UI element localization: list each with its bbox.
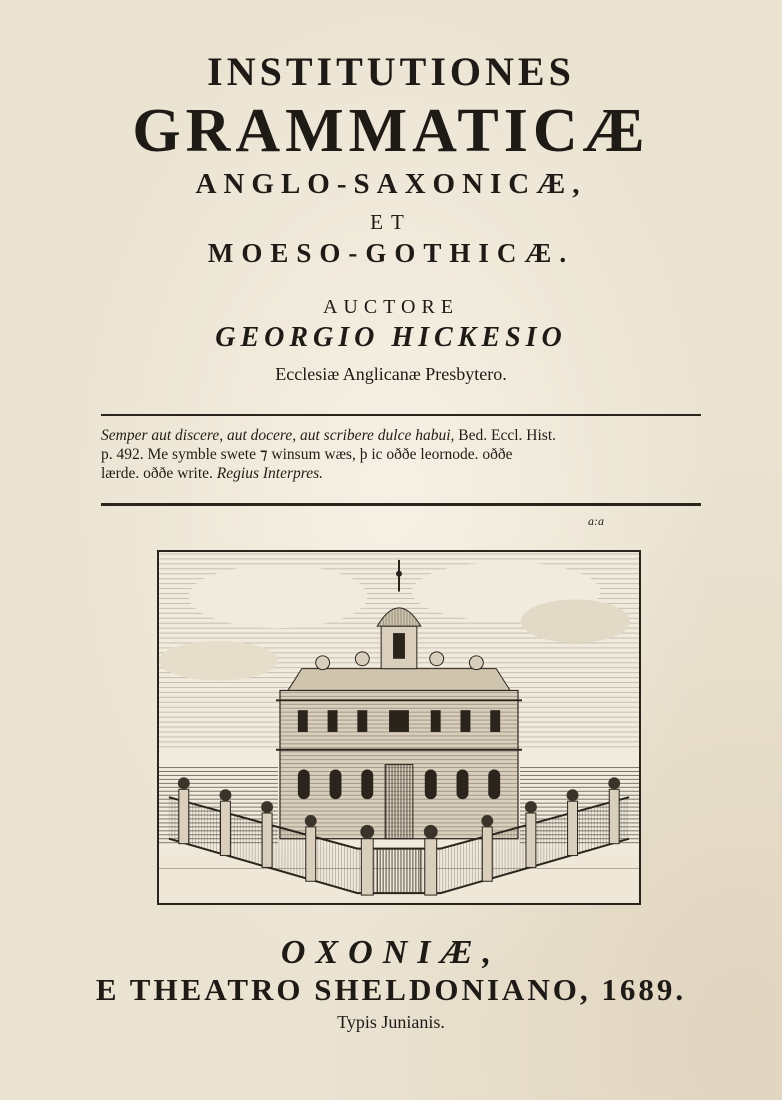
motto-block — [101, 426, 701, 483]
motto-reference: Bed. Eccl. Hist. — [458, 427, 556, 444]
imprint-place: OXONIÆ, — [280, 934, 502, 971]
doorway — [385, 765, 413, 839]
author-office: Ecclesiæ Anglicanæ Presbytero. — [275, 364, 507, 384]
cloud — [521, 599, 630, 643]
title-line-2: GRAMMATICÆ — [132, 97, 650, 165]
motto-line-3 — [101, 464, 701, 483]
engraving-illustration — [159, 552, 639, 903]
motto-interpres: Regius Interpres. — [216, 465, 323, 482]
motto-line-3-start: lærde. oððe write. — [101, 465, 213, 482]
title-line-5: MOESO-GOTHICÆ. — [207, 238, 575, 268]
gate — [377, 849, 421, 893]
motto-latin: Semper aut discere, aut docere, aut scribere dulce habui, — [101, 427, 455, 444]
author-name: GEORGIO HICKESIO — [215, 322, 567, 353]
motto-line-1 — [101, 426, 701, 445]
author-label: AUCTORE — [322, 296, 460, 318]
title-line-4: ET — [370, 210, 412, 234]
imprint-publisher: E THEATRO SHELDONIANO, 1689. — [95, 972, 687, 1007]
motto-line-2: p. 492. Me symble swete ⁊ winsum wæs, þ ic oððe leornode. oððe — [101, 446, 513, 463]
imprint-printer: Typis Junianis. — [337, 1012, 445, 1032]
signature-mark: a:a — [588, 514, 604, 528]
title-line-3: ANGLO-SAXONICÆ, — [195, 168, 587, 200]
sheldonian-theatre-engraving — [157, 550, 641, 905]
motto-bottom-rule — [101, 503, 701, 506]
cloud — [189, 565, 368, 628]
upper-windows — [298, 710, 500, 732]
roof — [288, 669, 510, 691]
cloud — [159, 641, 278, 681]
title-line-1: INSTITUTIONES — [207, 49, 575, 94]
motto-top-rule — [101, 414, 701, 416]
